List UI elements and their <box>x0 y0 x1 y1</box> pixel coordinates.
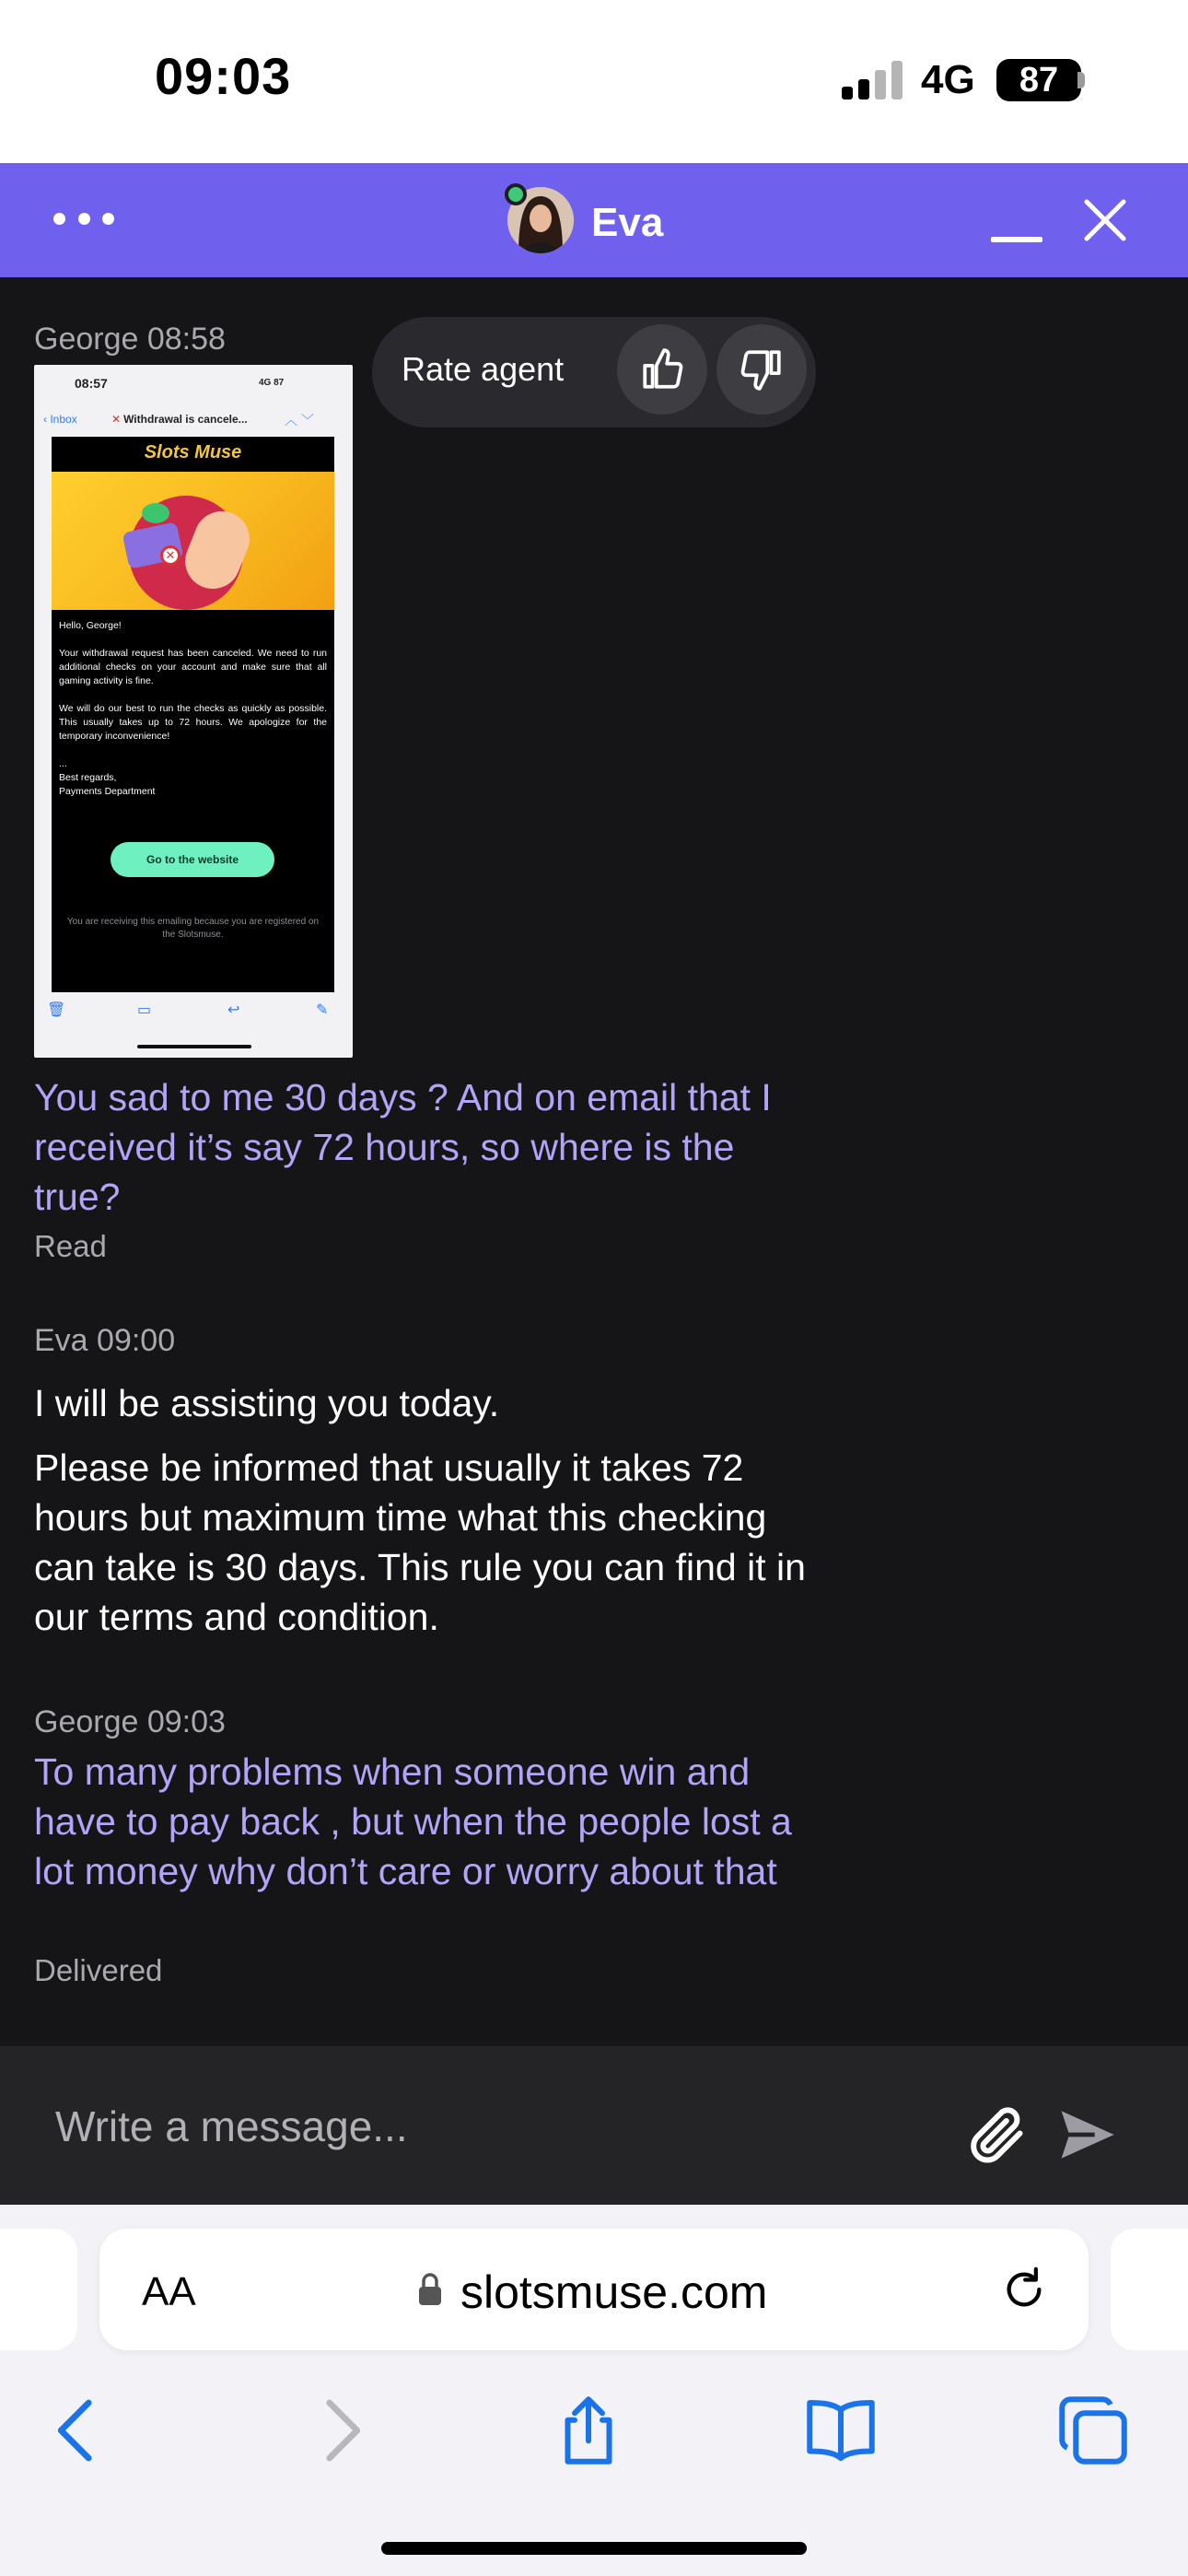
user-message: You sad to me 30 days ? And on email that I received it’s say 72 hours, so where is the true? <box>34 1076 772 1218</box>
rate-agent-label: Rate agent <box>402 350 565 388</box>
image-attachment[interactable] <box>34 365 353 1058</box>
trash-icon: 🗑 <box>47 1002 66 1018</box>
status-bar <box>0 0 1188 163</box>
reload-icon[interactable] <box>998 2264 1050 2315</box>
minimize-icon[interactable] <box>991 237 1042 242</box>
thumbs-up-icon <box>639 346 685 392</box>
send-icon[interactable] <box>1052 2098 1125 2172</box>
chat-header <box>0 163 1188 277</box>
status-time: 09:03 <box>155 47 292 105</box>
paperclip-icon[interactable] <box>963 2102 1030 2168</box>
message-sender-meta: George 08:58 <box>34 322 226 357</box>
address-bar[interactable] <box>99 2229 1089 2350</box>
attachment-brand-logo: Slots Muse <box>52 437 334 472</box>
url-text: slotsmuse.com <box>460 2266 768 2318</box>
more-options-icon[interactable] <box>53 213 114 228</box>
cancel-badge-icon: ✕ <box>160 545 181 566</box>
message-status: Read <box>34 1229 107 1263</box>
attachment-mail-toolbar <box>34 1001 353 1023</box>
attachment-home-indicator <box>137 1045 251 1048</box>
agent-message: I will be assisting you today. <box>34 1382 500 1424</box>
attachment-nav-arrows-icon: ︿ ﹀ <box>285 413 314 427</box>
browser-chrome <box>0 2205 1188 2576</box>
battery-cap <box>1077 72 1085 88</box>
message-composer <box>0 2046 1188 2205</box>
attachment-mail-nav <box>34 409 353 437</box>
compose-icon: ✎ <box>316 1002 329 1018</box>
bookmarks-icon[interactable] <box>799 2389 882 2472</box>
thumbs-down-icon <box>739 346 785 392</box>
back-icon[interactable] <box>37 2389 120 2472</box>
thumbs-up-button[interactable] <box>617 324 707 415</box>
attachment-mail-title: ✕ Withdrawal is cancele... <box>111 413 248 426</box>
agent-message: Please be informed that usually it takes 72 hours but maximum time what this checking can take is 30 days. This rule you can find it in our terms and condition. <box>34 1446 806 1638</box>
message-status: Delivered <box>34 1953 163 1987</box>
reply-icon: ↩ <box>227 1002 240 1018</box>
folder-icon: ▭ <box>137 1002 152 1018</box>
signal-strength-icon <box>842 61 903 100</box>
previous-tab-peek[interactable] <box>0 2229 77 2350</box>
user-message: To many problems when someone win and have to pay back , but when the people lost a lot money why don’t care or worry about that <box>34 1751 792 1892</box>
online-status-dot <box>505 183 527 205</box>
attachment-status-time: 08:57 <box>75 376 108 391</box>
message-sender-meta: George 09:03 <box>34 1704 226 1739</box>
message-input[interactable] <box>55 2094 921 2159</box>
message-sender-meta: Eva 09:00 <box>34 1323 176 1358</box>
agent-name: Eva <box>591 200 664 245</box>
attachment-email-body <box>52 437 334 992</box>
tabs-icon[interactable] <box>1052 2389 1135 2472</box>
network-type: 4G <box>921 57 975 102</box>
next-tab-peek[interactable] <box>1111 2229 1188 2350</box>
attachment-inbox-link: ‹ Inbox <box>43 413 77 426</box>
lock-icon <box>416 2271 444 2308</box>
browser-toolbar <box>0 2389 1188 2500</box>
attachment-website-button: Go to the website <box>111 842 274 877</box>
attachment-footer: You are receiving this emailing because you are registered on the Slotsmuse. <box>66 917 320 940</box>
thumbs-down-button[interactable] <box>716 324 807 415</box>
close-icon[interactable] <box>1081 196 1129 244</box>
attachment-status-right: 4G 87 <box>259 378 285 388</box>
attachment-email-text: Hello, George! Your withdrawal request has been canceled. We need to run additional checks on your account and make sure that all gaming activity is fine. We will do our best to run the checks as quickly as possible. This usually takes up to 72 hours. We apologize for the temporary inconvenience! ... Best regards, Payments Department <box>59 620 327 797</box>
attachment-status-bar <box>34 365 353 392</box>
forward-icon[interactable] <box>298 2389 381 2472</box>
battery-icon: 87 <box>996 59 1081 101</box>
share-icon[interactable] <box>547 2389 630 2472</box>
home-indicator <box>381 2542 807 2555</box>
reader-options-button[interactable]: AA <box>142 2269 196 2314</box>
attachment-hero-image <box>52 472 334 610</box>
